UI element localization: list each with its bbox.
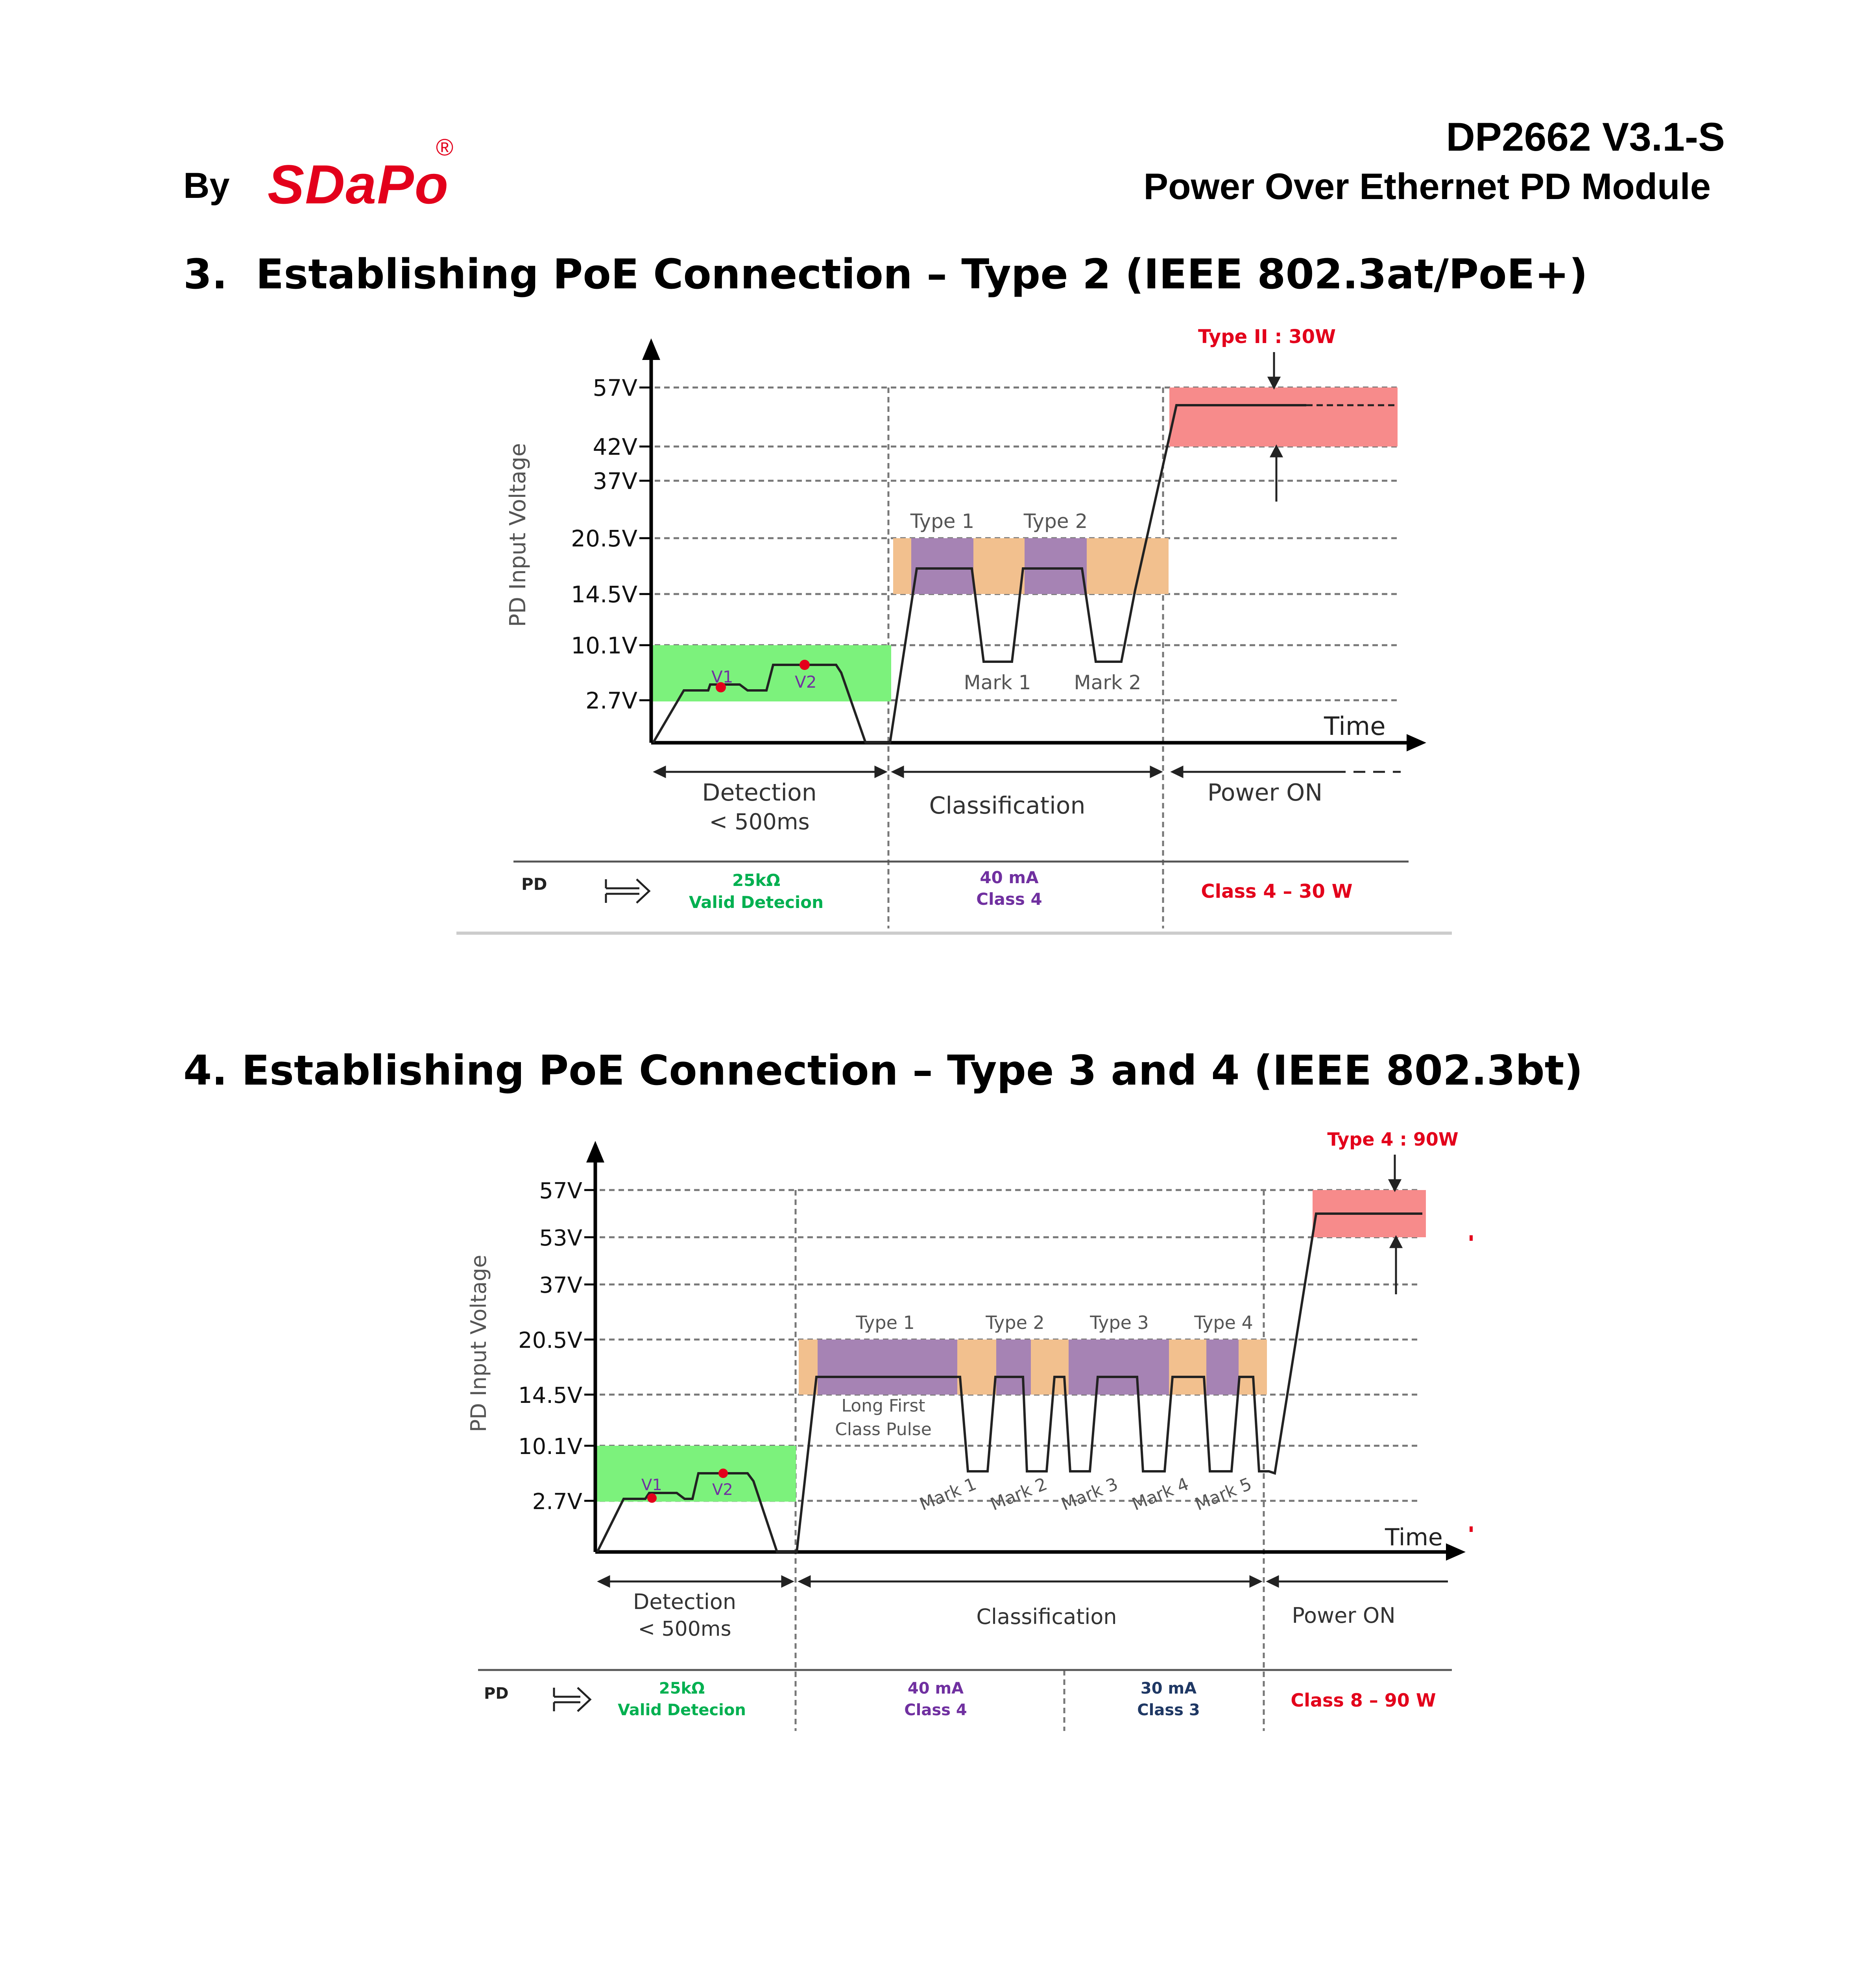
type3-zone-4: [1069, 1340, 1169, 1395]
x-axis-label-4: Time: [1385, 1524, 1443, 1551]
pd-power-class: Class 4 – 30 W: [1201, 880, 1353, 902]
power-type-label: Type II : 30W: [1198, 326, 1336, 348]
x-axis-label: Time: [1324, 712, 1386, 741]
mark2-label: Mark 2: [1074, 671, 1141, 694]
pd-class4-value: 40 mA: [907, 1679, 964, 1698]
y-tick-37v: 37V: [593, 468, 637, 495]
type4-label-4: Type 4: [1194, 1312, 1253, 1333]
pd-label: PD: [521, 875, 547, 894]
section-3-heading: 3. Establishing PoE Connection – Type 2 (IEEE 802.3at/PoE+): [183, 250, 1588, 298]
mark5-label-4: Mark 5: [1192, 1474, 1255, 1515]
power-type-label-4: Type 4 : 90W: [1327, 1129, 1459, 1150]
detection-phase-label-4: Detection: [633, 1589, 737, 1614]
pd-class4-note: Class 4: [904, 1701, 967, 1719]
y-tick-57v: 57V: [593, 375, 637, 401]
type2-label: Type 2: [1023, 510, 1088, 533]
detection-zone-4: [595, 1446, 796, 1502]
pd-label-4: PD: [484, 1685, 509, 1703]
y-tick-14v5-4: 14.5V: [518, 1383, 582, 1408]
mark4-label-4: Mark 4: [1129, 1474, 1192, 1515]
y-tick-37v-4: 37V: [539, 1273, 582, 1298]
v2-label: V2: [795, 672, 817, 692]
y-axis-title: PD Input Voltage: [505, 443, 531, 627]
pd-class3-note: Class 3: [1137, 1701, 1200, 1719]
long-type1-zone: [818, 1340, 957, 1395]
y-tick-2v7: 2.7V: [585, 687, 637, 714]
y-tick-14v5: 14.5V: [571, 581, 637, 608]
type4-zone-4: [1206, 1340, 1239, 1395]
type2-zone-4: [996, 1340, 1031, 1395]
mark2-label-4: Mark 2: [988, 1474, 1050, 1515]
y-tick-42v: 42V: [593, 434, 637, 460]
pd-class-note: Class 4: [976, 889, 1042, 909]
detection-phase-label: Detection: [702, 779, 817, 806]
y-tick-57v-4: 57V: [539, 1178, 582, 1204]
classification-phase-label-4: Classification: [976, 1604, 1117, 1629]
y-tick-2v7-4: 2.7V: [532, 1489, 582, 1515]
sdapo-logo: SDaPo: [268, 153, 449, 215]
y-tick-10v1-4: 10.1V: [518, 1434, 582, 1460]
registered-mark: ®: [436, 134, 454, 161]
type3-label-4: Type 3: [1090, 1312, 1149, 1333]
pd-class-value: 40 mA: [980, 868, 1039, 887]
section-4-heading: 4. Establishing PoE Connection – Type 3 and 4 (IEEE 802.3bt): [183, 1046, 1583, 1094]
pd-detect-note-4: Valid Detecion: [618, 1701, 746, 1719]
y-tick-20v5: 20.5V: [571, 525, 637, 552]
v2-label-4: V2: [712, 1481, 733, 1499]
type1-label-4: Type 1: [856, 1312, 915, 1333]
power-on-phase-label: Power ON: [1207, 779, 1323, 806]
pd-detect-note: Valid Detecion: [689, 893, 824, 912]
detection-time-label-4: < 500ms: [638, 1617, 731, 1641]
long-pulse-label-2: Class Pulse: [835, 1419, 932, 1439]
classification-phase-label: Classification: [929, 792, 1086, 819]
mark3-label-4: Mark 3: [1058, 1474, 1121, 1515]
y-tick-53v-4: 53V: [539, 1225, 582, 1251]
pd-detect-value: 25kΩ: [732, 871, 781, 890]
pd-power-class-4: Class 8 – 90 W: [1291, 1690, 1436, 1711]
power-on-phase-label-4: Power ON: [1292, 1603, 1396, 1628]
y-tick-20v5-4: 20.5V: [518, 1328, 582, 1353]
pd-detect-value-4: 25kΩ: [659, 1679, 705, 1698]
pd-class3-value: 30 mA: [1140, 1679, 1197, 1698]
y-axis-title-4: PD Input Voltage: [466, 1255, 491, 1432]
doc-subtitle: Power Over Ethernet PD Module: [1143, 166, 1711, 207]
type1-label: Type 1: [910, 510, 975, 533]
long-pulse-label-1: Long First: [841, 1396, 925, 1416]
y-tick-10v1: 10.1V: [571, 632, 637, 659]
v1-label: V1: [711, 667, 733, 686]
v1-label-4: V1: [641, 1476, 662, 1494]
doc-title: DP2662 V3.1-S: [1446, 114, 1725, 159]
type2-label-4: Type 2: [986, 1312, 1045, 1333]
mark1-label-4: Mark 1: [917, 1474, 979, 1515]
by-label: By: [183, 166, 230, 206]
detection-time-label: < 500ms: [709, 809, 810, 835]
mark1-label: Mark 1: [964, 671, 1031, 694]
